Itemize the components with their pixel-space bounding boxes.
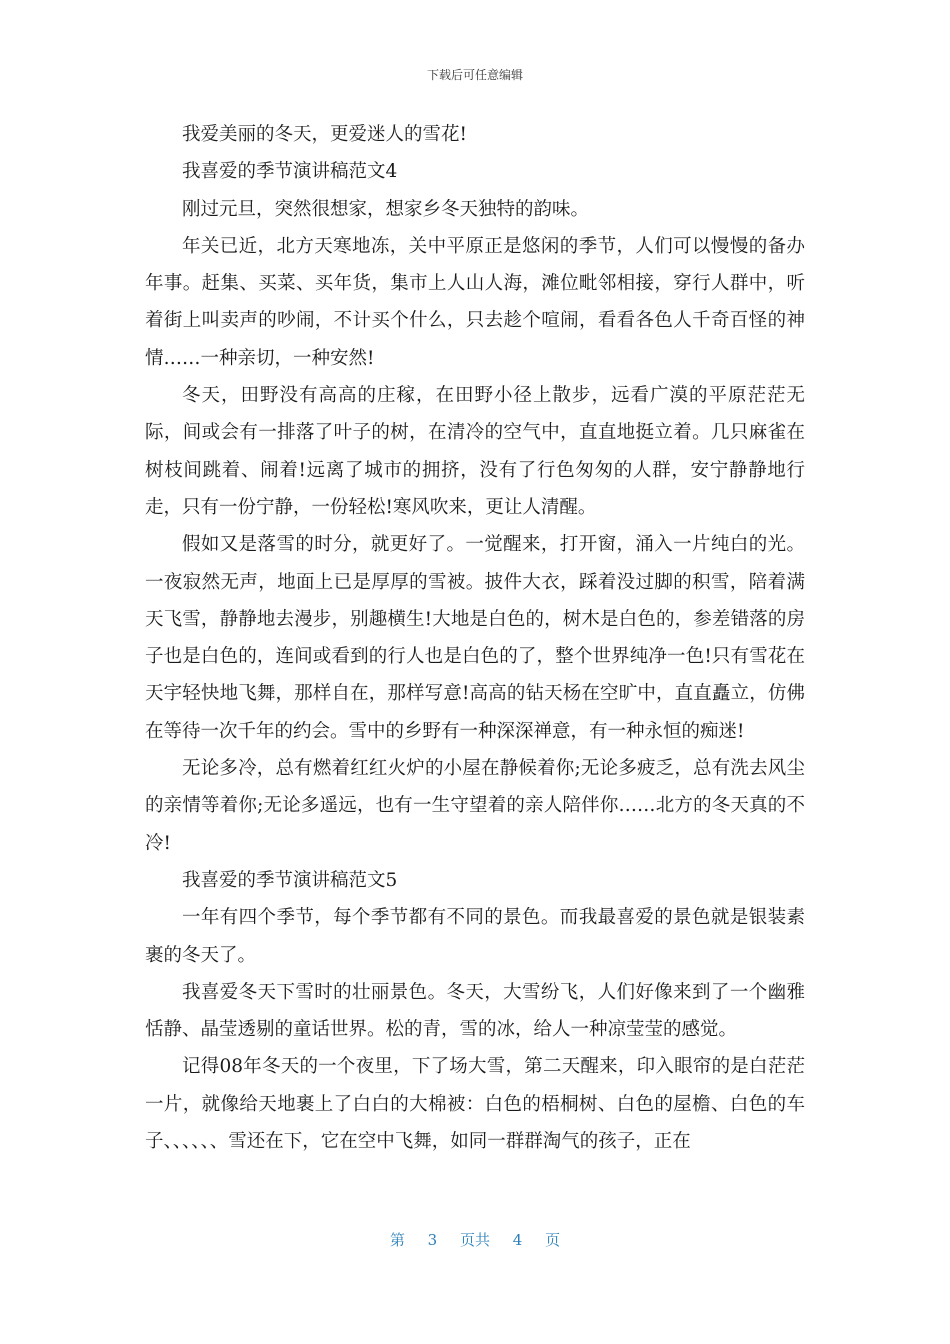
- footer-prefix: 第: [389, 1231, 405, 1249]
- document-body: [145, 116, 805, 1160]
- current-page-number: 3: [427, 1231, 438, 1249]
- paragraph: 年关已近，北方天寒地冻，关中平原正是悠闲的季节，人们可以慢慢的备办年事。赶集、买菜、买年货，集市上人山人海，滩位毗邻相接，穿行人群中，听着街上叫卖声的吵闹，不计买个什么，只去趁个喧闹，看看各色人千奇百怪的神情……一种亲切，一种安然!: [145, 235, 805, 369]
- paragraph: 我爱美丽的冬天，更爱迷人的雪花!: [182, 124, 467, 145]
- paragraph: 记得08年冬天的一个夜里，下了场大雪，第二天醒来，印入眼帘的是白茫茫一片，就像给天地裹上了白白的大棉被：白色的梧桐树、白色的屋檐、白色的车子、、、、、、雪还在下，它在空中飞舞，如同一群群淘气的孩子，正在: [145, 1056, 805, 1153]
- page-header: 下载后可任意编辑: [426, 68, 523, 82]
- section-heading: 我喜爱的季节演讲稿范文4: [182, 161, 398, 183]
- page-footer: [0, 1229, 950, 1250]
- footer-middle: 页共: [459, 1231, 490, 1249]
- footer-suffix: 页: [545, 1231, 561, 1249]
- paragraph: 冬天，田野没有高高的庄稼，在田野小径上散步，远看广漠的平原茫茫无际，间或会有一排落了叶子的树，在清冷的空气中，直直地挺立着。几只麻雀在树枝间跳着、闹着!远离了城市的拥挤，没有了行色匆匆的人群，安宁静静地行走，只有一份宁静，一份轻松!寒风吹来，更让人清醒。: [145, 385, 805, 518]
- paragraph: 无论多冷，总有燃着红红火炉的小屋在静候着你;无论多疲乏，总有洗去风尘的亲情等着你;无论多遥远，也有一生守望着的亲人陪伴你……北方的冬天真的不冷!: [145, 758, 805, 854]
- total-page-count: 4: [512, 1231, 523, 1249]
- paragraph: 刚过元旦，突然很想家，想家乡冬天独特的韵味。: [182, 198, 590, 220]
- section-heading: 我喜爱的季节演讲稿范文5: [182, 869, 398, 891]
- paragraph: 假如又是落雪的时分，就更好了。一觉醒来，打开窗，涌入一片纯白的光。一夜寂然无声，地面上已是厚厚的雪被。披件大衣，踩着没过脚的积雪，陪着满天飞雪，静静地去漫步，别趣横生!大地是白色的，树木是白色的，参差错落的房子也是白色的，连间或看到的行人也是白色的了，整个世界纯净一色!只有雪花在天宇轻快地飞舞，那样自在，那样写意!高高的钻天杨在空旷中，直直矗立，仿佛在等待一次千年的约会。雪中的乡野有一种深深禅意，有一种永恒的痴迷!: [145, 534, 806, 742]
- paragraph: 一年有四个季节，每个季节都有不同的景色。而我最喜爱的景色就是银装素裹的冬天了。: [145, 907, 805, 966]
- paragraph: 我喜爱冬天下雪时的壮丽景色。冬天，大雪纷飞，人们好像来到了一个幽雅恬静、晶莹透剔的童话世界。松的青，雪的冰，给人一种凉莹莹的感觉。: [145, 981, 805, 1041]
